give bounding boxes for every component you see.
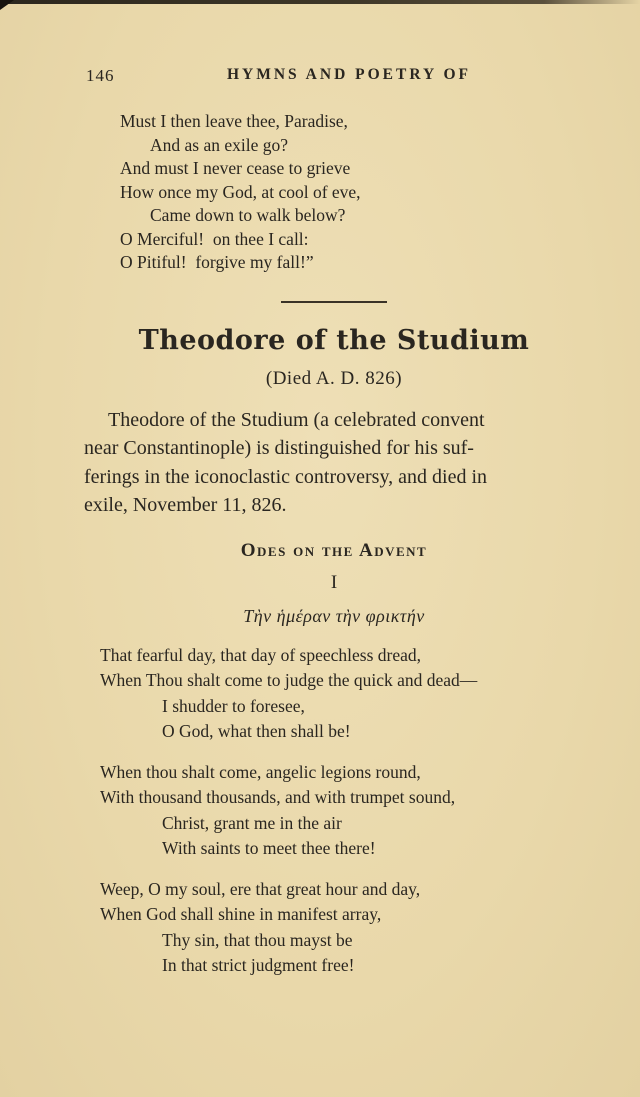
stanza bbox=[100, 643, 584, 745]
running-head bbox=[84, 66, 584, 88]
stanza-line: When God shall shine in manifest array, bbox=[100, 904, 382, 924]
stanza-line: Christ, grant me in the air bbox=[162, 812, 342, 833]
poem-line: Must I then leave thee, Paradise, bbox=[120, 111, 348, 131]
section-divider bbox=[281, 301, 387, 303]
stanza-line: Thy sin, that thou mayst be bbox=[162, 929, 353, 950]
stanza-line: In that strict judgment free! bbox=[162, 955, 355, 975]
stanza-line: When Thou shalt come to judge the quick and dead— bbox=[100, 670, 478, 690]
paragraph-line: near Constantinople) is distinguished for his suf- bbox=[84, 437, 474, 459]
section-subtitle: (Died A. D. 826) bbox=[265, 367, 403, 389]
opening-poem bbox=[120, 110, 584, 275]
intro-paragraph bbox=[84, 406, 584, 520]
stanza bbox=[100, 877, 584, 979]
odes-heading: Odes on the Advent bbox=[240, 539, 428, 561]
stanza bbox=[100, 760, 584, 862]
scan-edge-artifact bbox=[0, 0, 640, 4]
poem-line: And as an exile go? bbox=[150, 134, 289, 155]
stanza-line: I shudder to foresee, bbox=[162, 695, 305, 716]
stanza-line: When thou shalt come, angelic legions round, bbox=[100, 761, 421, 782]
ode-stanzas bbox=[100, 643, 584, 979]
stanza-line: That fearful day, that day of speechless dread, bbox=[100, 644, 422, 665]
page-number: 146 bbox=[86, 66, 115, 85]
running-header-title: HYMNS AND POETRY OF bbox=[226, 66, 472, 83]
paragraph-line: exile, November 11, 826. bbox=[84, 494, 287, 516]
poem-line: O Merciful! on thee I call: bbox=[120, 228, 309, 249]
ode-numeral: I bbox=[330, 571, 338, 593]
paragraph-line: Theodore of the Studium (a celebrated convent bbox=[108, 408, 485, 431]
stanza-line: With thousand thousands, and with trumpet sound, bbox=[100, 787, 456, 807]
stanza-line: Weep, O my soul, ere that great hour and day, bbox=[100, 878, 421, 899]
poem-line: O Pitiful! forgive my fall!” bbox=[120, 252, 314, 272]
stanza-line: O God, what then shall be! bbox=[162, 721, 351, 741]
poem-line: And must I never cease to grieve bbox=[120, 158, 351, 178]
greek-epigraph: Τὴν ἡμέραν τὴν φρικτήν bbox=[243, 605, 425, 626]
scan-corner-artifact bbox=[0, 0, 14, 10]
paragraph-line: ferings in the iconoclastic controversy, and died in bbox=[84, 465, 488, 488]
section-title: Theodore of the Studium bbox=[138, 324, 530, 356]
stanza-line: With saints to meet thee there! bbox=[162, 838, 376, 858]
poem-line: How once my God, at cool of eve, bbox=[120, 181, 361, 202]
poem-line: Came down to walk below? bbox=[150, 205, 346, 225]
